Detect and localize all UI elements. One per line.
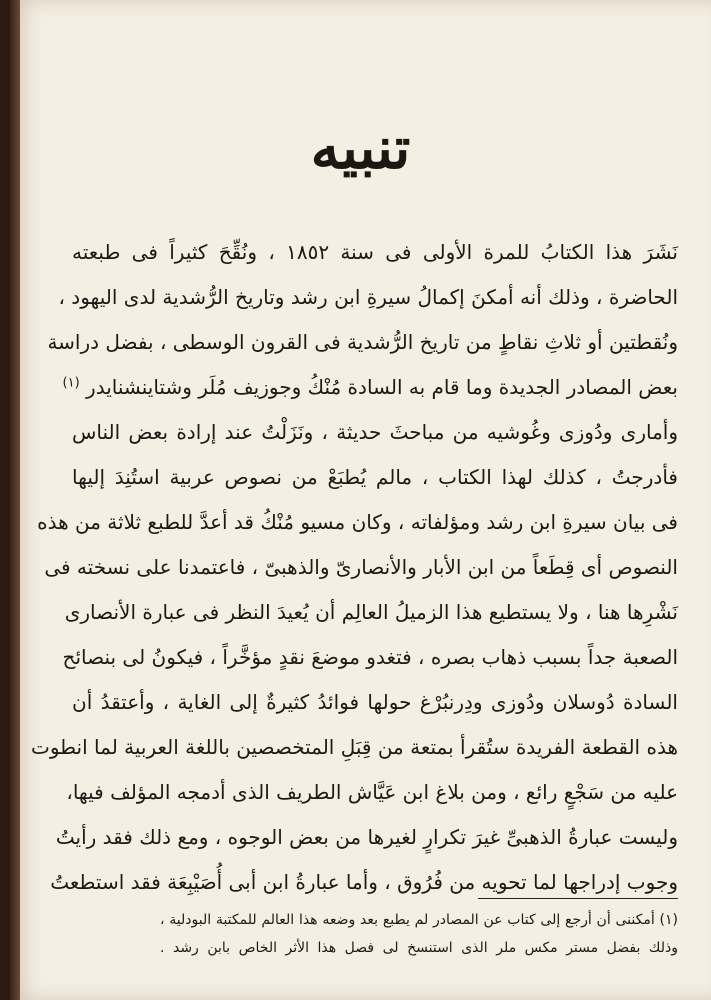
body-text [30, 230, 678, 905]
page-title: تنبيه [310, 114, 411, 182]
footnote-line: (١) أمكننى أن أرجع إلى كتاب عن المصادر لم يطبع بعد وضعه هذا العالم للمكتبة البودلية ، [160, 912, 678, 928]
text-line: السادة دُوسلان ودُوزى ودِرنبُرْغ حولها فوائدُ كثيرةٌ إلى الغاية ، وأعتقدُ أن [72, 690, 678, 714]
text-line: فى بيان سيرةِ ابن رشد ومؤلفاته ، وكان مسيو مُنْكُ قد أعدَّ للطبع ثلاثة من هذه [37, 510, 678, 534]
text-line: وأمارى ودُوزى وغُوشيه من مباحثَ حديثة ، ونَزَلْتُ عند إرادة بعض الناس [72, 420, 678, 444]
footnote-separator [478, 898, 678, 899]
text-line: الحاضرة ، وذلك أنه أمكنَ إكمالُ سيرةِ ابن رشد وتاريخ الرُّشدية لدى اليهود ، [58, 285, 678, 309]
text-line: ونُقطتين أو ثلاثِ نقاطٍ من تاريخ الرُّشدية فى القرون الوسطى ، بفضل دراسة [47, 330, 678, 354]
text-line: عليه من سَجْعٍ رائع ، ومن بلاغ ابن عَيَّاش الطريف الذى أدمجه المؤلف فيها، [66, 780, 678, 804]
footnotes [160, 906, 678, 962]
footnote-reference[interactable]: (١) [62, 375, 80, 391]
text-line: وجوب إدراجها لما تحويه من فُرُوق ، وأما عبارةُ ابن أبى أُصَيْبِعَة فقد استطعتُ [50, 870, 678, 894]
text-line-with-footnote [62, 365, 678, 410]
text-line: وليست عبارةُ الذهبىِّ غيرَ تكرارٍ لغيرها من بعض الوجوه ، ومع ذلك فقد رأيتُ [55, 825, 678, 849]
text-line: فأدرجتُ ، كذلك لهذا الكتاب ، مالم يُطبَعْ من نصوص عربية استُنِدَ إليها [72, 465, 678, 489]
text-line: الصعبة جداً بسبب ذهاب بصره ، فتغدو موضعَ نقدٍ مؤخَّراً ، فيكونُ لى بنصائح [62, 645, 678, 669]
footnote-line: وذلك بفضل مستر مكس ملر الذى استنسخ لى فصل هذا الأثر الخاص بابن رشد . [160, 940, 678, 956]
text-line: هذه القطعة الفريدة ستُقرأ بمتعة من قِبَلِ المتخصصين باللغة العربية لما انطوت [30, 735, 678, 759]
text-line: نَشَرَ هذا الكتابُ للمرة الأولى فى سنة ١٨٥٢ ، ونُقِّحَ كثيراً فى طبعته [72, 240, 678, 264]
text-line-content: بعض المصادر الجديدة وما قام به السادة مُنْكُ وجوزيف مُلَر وشتاينشنايدر [86, 375, 678, 399]
book-page [10, 0, 711, 1000]
text-line: نَشْرِها هنا ، ولا يستطيع هذا الزميلُ العالِم أن يُعيدَ النظر فى عبارة الأنصارى [64, 600, 678, 624]
text-line: النصوص أى قِطَعاً من ابن الأبار والأنصارىّ والذهبىّ ، فاعتمدنا على نسخته فى [44, 555, 678, 579]
